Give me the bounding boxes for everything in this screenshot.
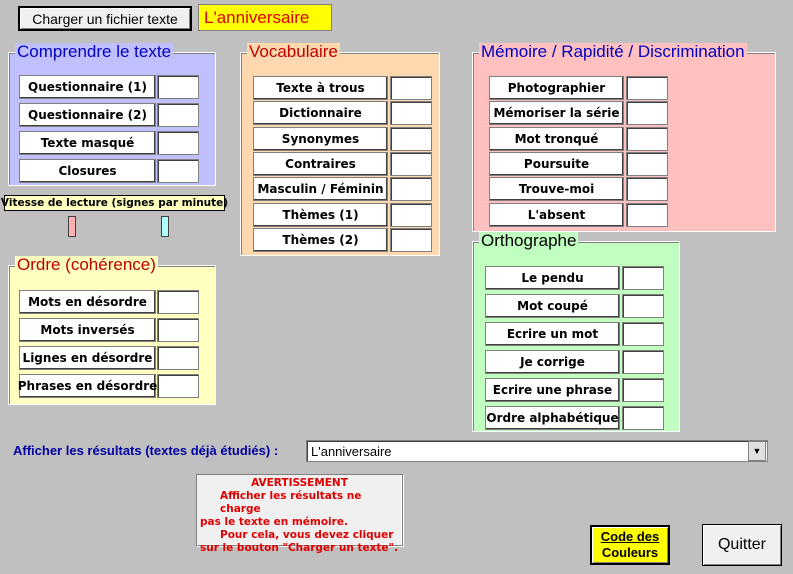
btn-mots-inverses[interactable]: Mots inversés xyxy=(19,318,156,342)
reading-speed-bar-1 xyxy=(68,216,76,237)
btn-themes-2[interactable]: Thèmes (2) xyxy=(253,228,388,252)
score-texte-a-trous xyxy=(390,76,432,100)
score-mots-en-desordre xyxy=(157,290,199,314)
btn-mot-coupe[interactable]: Mot coupé xyxy=(485,294,620,318)
btn-photographier[interactable]: Photographier xyxy=(489,76,624,100)
btn-texte-a-trous[interactable]: Texte à trous xyxy=(253,76,388,100)
warning-box xyxy=(196,474,403,554)
score-mot-coupe xyxy=(622,294,664,318)
score-lignes-en-desordre xyxy=(157,346,199,370)
score-questionnaire-2 xyxy=(157,103,199,127)
score-dictionnaire xyxy=(390,101,432,125)
load-text-button[interactable]: Charger un fichier texte xyxy=(18,6,192,31)
score-questionnaire-1 xyxy=(157,75,199,99)
chevron-down-icon[interactable]: ▼ xyxy=(748,441,766,461)
group-vocabulaire xyxy=(240,42,440,256)
btn-ecrire-une-phrase[interactable]: Ecrire une phrase xyxy=(485,378,620,402)
btn-mots-en-desordre[interactable]: Mots en désordre xyxy=(19,290,156,314)
btn-questionnaire-1[interactable]: Questionnaire (1) xyxy=(19,75,156,99)
score-phrases-en-desordre xyxy=(157,374,199,398)
score-mots-inverses xyxy=(157,318,199,342)
score-trouve-moi xyxy=(626,177,668,201)
results-label: Afficher les résultats (textes déjà étudiés) : xyxy=(13,443,279,458)
btn-ordre-alphabetique[interactable]: Ordre alphabétique xyxy=(485,406,620,430)
group-comprendre xyxy=(8,42,216,186)
btn-memoriser-serie[interactable]: Mémoriser la série xyxy=(489,101,624,125)
score-mot-tronque xyxy=(626,127,668,151)
reading-speed-label: Vitesse de lecture (signes par minute) xyxy=(0,197,229,209)
group-memoire-title: Mémoire / Rapidité / Discrimination xyxy=(481,42,745,61)
warning-line-4: sur le bouton "Charger un texte". xyxy=(200,542,399,554)
btn-texte-masque[interactable]: Texte masqué xyxy=(19,131,156,155)
btn-dictionnaire[interactable]: Dictionnaire xyxy=(253,101,388,125)
score-themes-2 xyxy=(390,228,432,252)
btn-masculin-feminin[interactable]: Masculin / Féminin xyxy=(253,177,388,201)
results-select-value: L'anniversaire xyxy=(311,443,392,459)
btn-closures[interactable]: Closures xyxy=(19,159,156,183)
group-ordre-title: Ordre (cohérence) xyxy=(17,255,156,274)
score-photographier xyxy=(626,76,668,100)
score-texte-masque xyxy=(157,131,199,155)
warning-line-3: Pour cela, vous devez cliquer xyxy=(220,529,394,541)
score-synonymes xyxy=(390,127,432,151)
btn-mot-tronque[interactable]: Mot tronqué xyxy=(489,127,624,151)
score-ordre-alphabetique xyxy=(622,406,664,430)
group-ordre xyxy=(8,255,216,405)
color-code-line-1: Code des xyxy=(600,529,660,544)
text-title: L'anniversaire xyxy=(198,4,332,31)
btn-l-absent[interactable]: L'absent xyxy=(489,203,624,227)
results-select[interactable] xyxy=(306,440,768,462)
score-le-pendu xyxy=(622,266,664,290)
warning-line-2: pas le texte en mémoire. xyxy=(200,516,348,528)
btn-le-pendu[interactable]: Le pendu xyxy=(485,266,620,290)
score-masculin-feminin xyxy=(390,177,432,201)
group-orthographe xyxy=(472,231,680,432)
color-code-line-2: Couleurs xyxy=(601,545,659,560)
group-orthographe-title: Orthographe xyxy=(481,231,577,250)
btn-contraires[interactable]: Contraires xyxy=(253,152,388,176)
btn-phrases-en-desordre[interactable]: Phrases en désordre xyxy=(19,374,156,398)
group-comprendre-title: Comprendre le texte xyxy=(17,42,172,61)
warning-line-1: Afficher les résultats ne charge xyxy=(220,490,362,515)
btn-poursuite[interactable]: Poursuite xyxy=(489,152,624,176)
score-closures xyxy=(157,159,199,183)
score-contraires xyxy=(390,152,432,176)
warning-title: AVERTISSEMENT xyxy=(251,477,348,489)
score-je-corrige xyxy=(622,350,664,374)
btn-lignes-en-desordre[interactable]: Lignes en désordre xyxy=(19,346,156,370)
score-l-absent xyxy=(626,203,668,227)
btn-themes-1[interactable]: Thèmes (1) xyxy=(253,203,388,227)
score-memoriser-serie xyxy=(626,101,668,125)
btn-questionnaire-2[interactable]: Questionnaire (2) xyxy=(19,103,156,127)
group-vocabulaire-title: Vocabulaire xyxy=(249,42,338,61)
reading-speed-bar-2 xyxy=(161,216,169,237)
score-poursuite xyxy=(626,152,668,176)
color-code-button[interactable] xyxy=(590,525,670,565)
score-ecrire-une-phrase xyxy=(622,378,664,402)
score-themes-1 xyxy=(390,203,432,227)
btn-synonymes[interactable]: Synonymes xyxy=(253,127,388,151)
group-memoire xyxy=(472,42,776,232)
btn-je-corrige[interactable]: Je corrige xyxy=(485,350,620,374)
score-ecrire-un-mot xyxy=(622,322,664,346)
btn-ecrire-un-mot[interactable]: Ecrire un mot xyxy=(485,322,620,346)
quit-button[interactable]: Quitter xyxy=(702,524,782,566)
btn-trouve-moi[interactable]: Trouve-moi xyxy=(489,177,624,201)
